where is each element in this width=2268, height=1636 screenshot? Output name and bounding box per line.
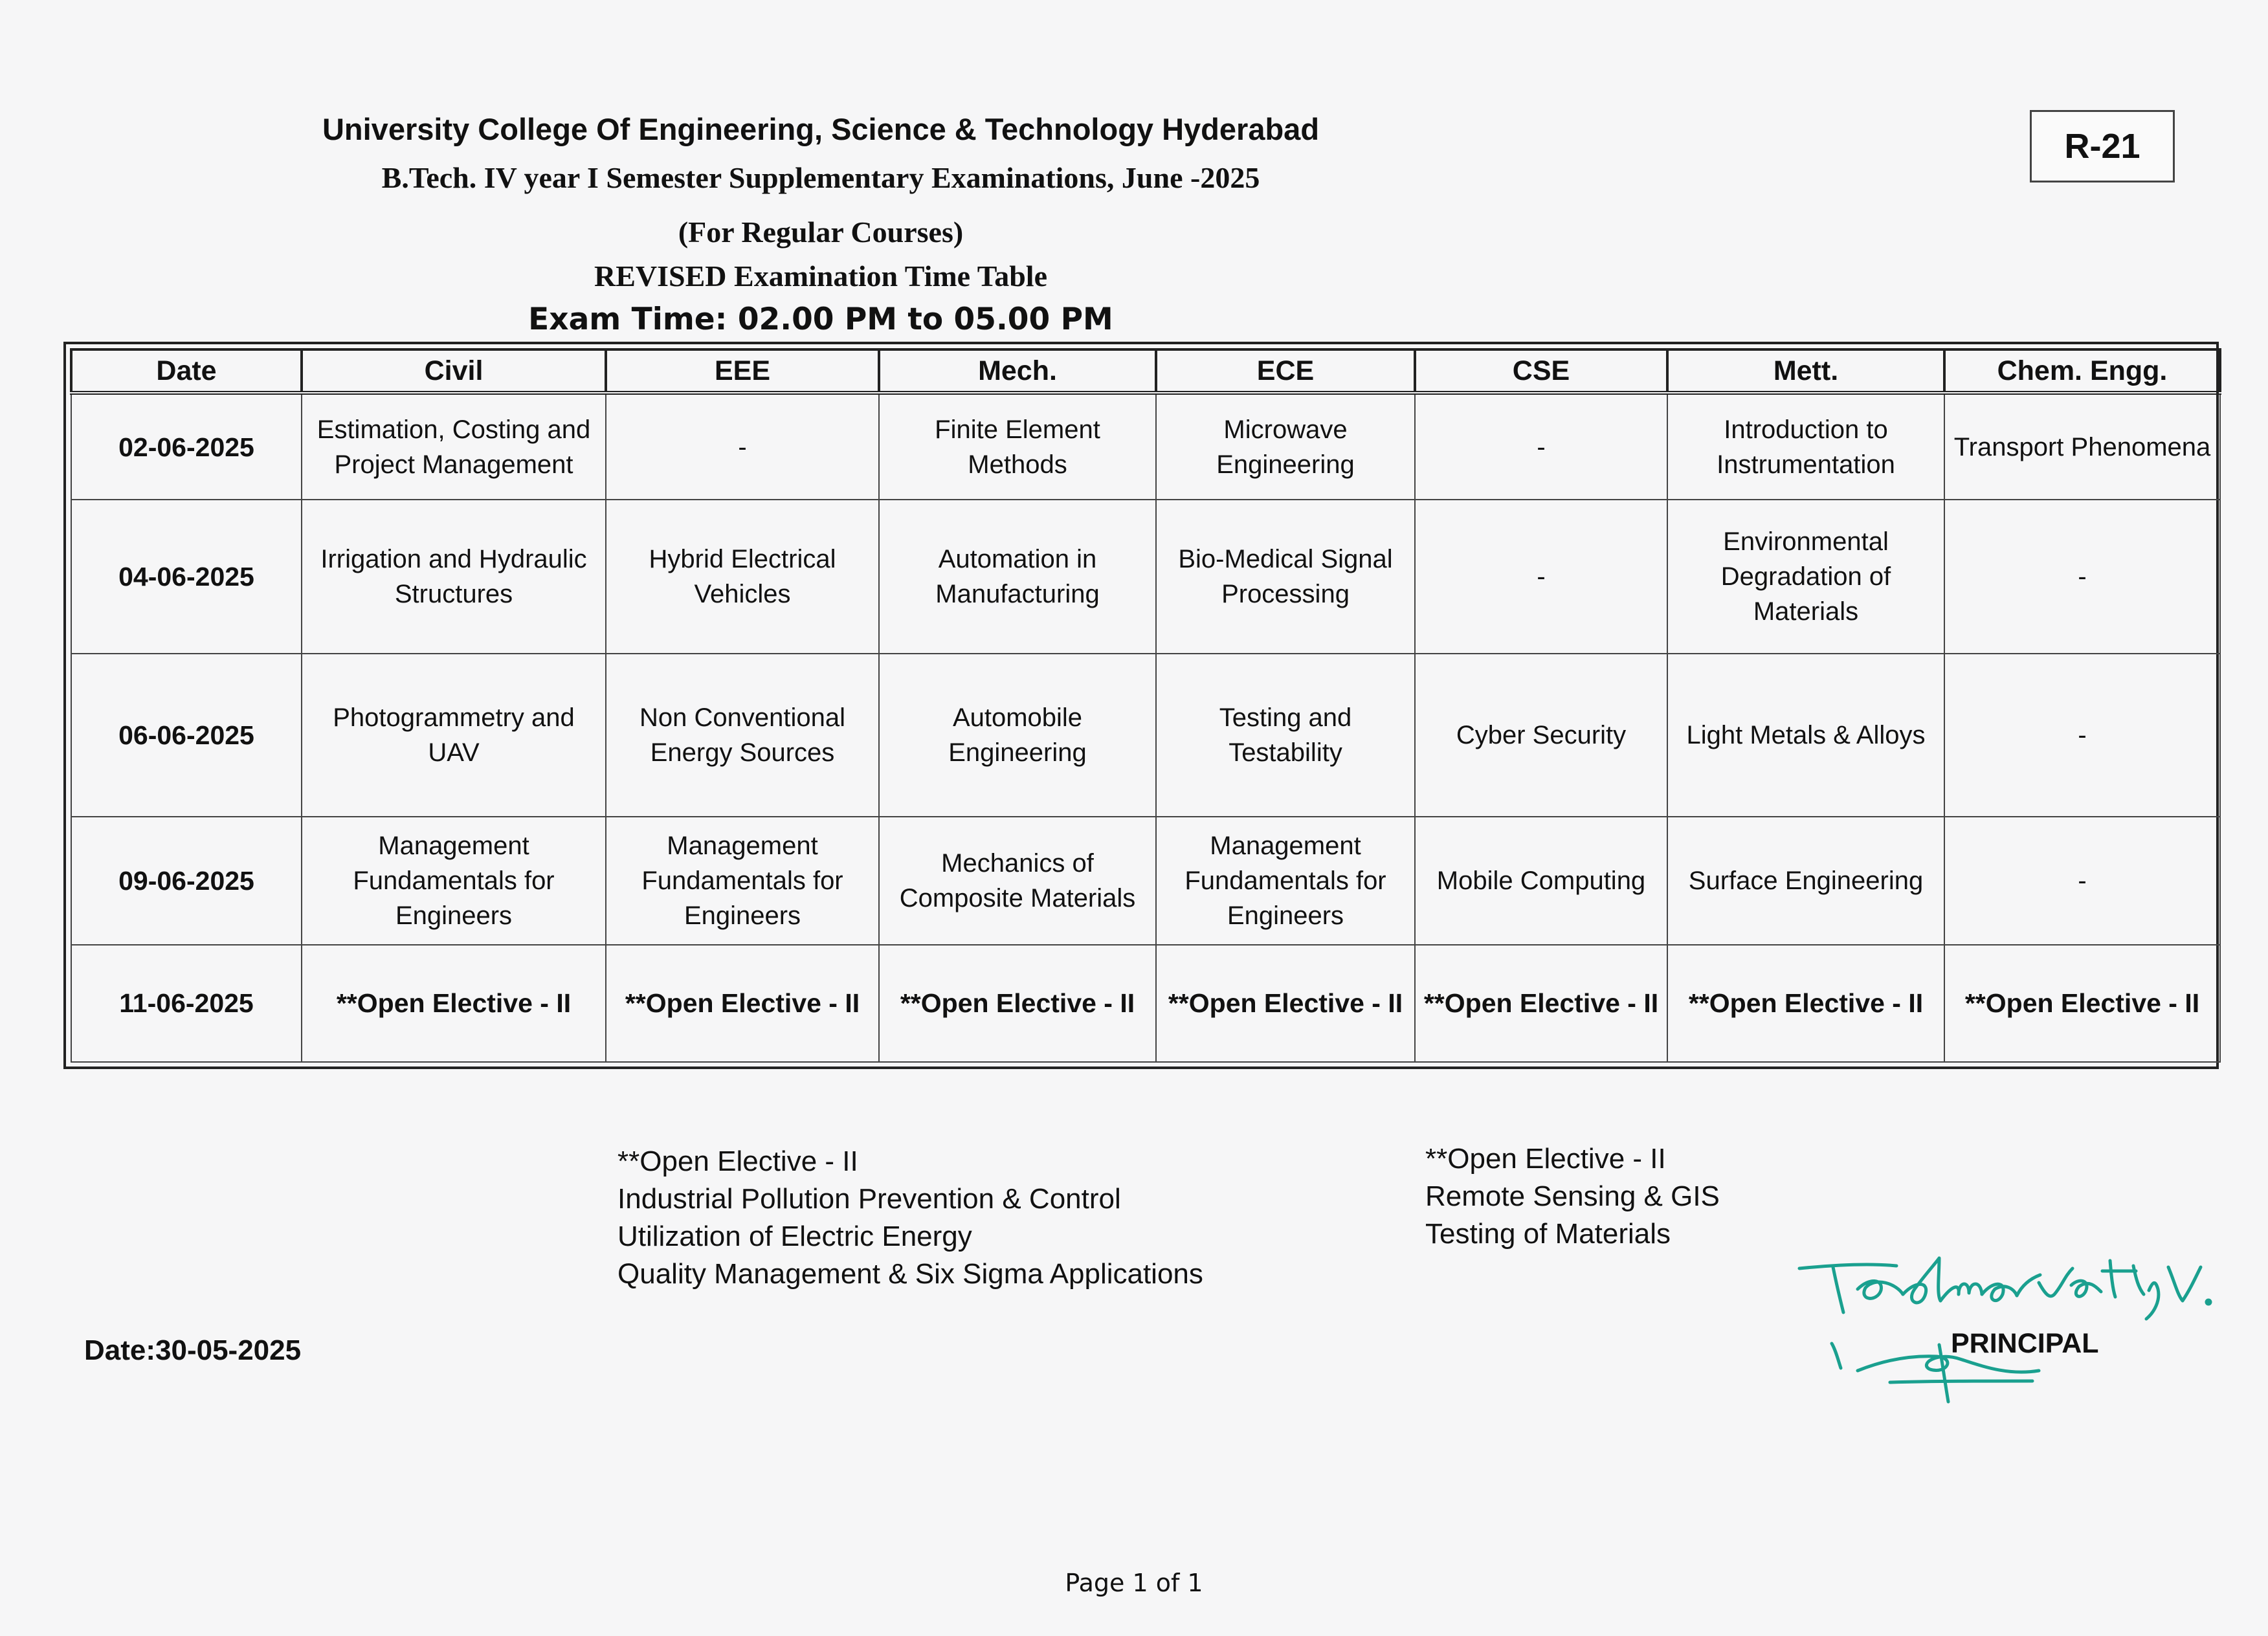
table-cell: Automation in Manufacturing — [879, 500, 1156, 654]
table-cell: - — [1415, 393, 1667, 500]
column-header-mett: Mett. — [1667, 349, 1944, 393]
table-cell: **Open Elective - II — [606, 945, 879, 1062]
table-cell: Surface Engineering — [1667, 817, 1944, 945]
table-cell: Bio-Medical Signal Processing — [1156, 500, 1415, 654]
open-elective-list-left — [617, 1143, 1203, 1293]
table-cell: - — [1944, 500, 2220, 654]
table-cell: Automobile Engineering — [879, 654, 1156, 817]
table-cell: Management Fundamentals for Engineers — [1156, 817, 1415, 945]
table-cell: Transport Phenomena — [1944, 393, 2220, 500]
table-cell: Mobile Computing — [1415, 817, 1667, 945]
header-row — [71, 349, 2220, 393]
table-cell: Photogrammetry and UAV — [302, 654, 606, 817]
date-cell: 09-06-2025 — [71, 817, 302, 945]
timetable — [63, 342, 2219, 1069]
list-item: Utilization of Electric Energy — [617, 1221, 972, 1252]
column-header-ece: ECE — [1156, 349, 1415, 393]
table-row — [71, 393, 2220, 500]
table-row — [71, 500, 2220, 654]
column-header-date: Date — [71, 349, 302, 393]
table-cell: Testing and Testability — [1156, 654, 1415, 817]
table-cell: Cyber Security — [1415, 654, 1667, 817]
list-item: Remote Sensing & GIS — [1425, 1180, 1720, 1212]
timetable-title: REVISED Examination Time Table — [594, 260, 1047, 293]
timetable-table — [70, 348, 2221, 1063]
open-elective-heading: **Open Elective - II — [1425, 1143, 1666, 1175]
open-elective-heading: **Open Elective - II — [617, 1145, 858, 1177]
table-cell: Irrigation and Hydraulic Structures — [302, 500, 606, 654]
course-type: (For Regular Courses) — [678, 216, 964, 249]
table-cell: **Open Elective - II — [302, 945, 606, 1062]
page-number: Page 1 of 1 — [1065, 1569, 1203, 1597]
table-row — [71, 945, 2220, 1062]
table-cell: **Open Elective - II — [1156, 945, 1415, 1062]
table-cell: Hybrid Electrical Vehicles — [606, 500, 879, 654]
table-cell: Management Fundamentals for Engineers — [302, 817, 606, 945]
date-cell: 02-06-2025 — [71, 393, 302, 500]
table-cell: Microwave Engineering — [1156, 393, 1415, 500]
date-cell: 11-06-2025 — [71, 945, 302, 1062]
table-cell: Management Fundamentals for Engineers — [606, 817, 879, 945]
table-cell: **Open Elective - II — [879, 945, 1156, 1062]
exam-time: Exam Time: 02.00 PM to 05.00 PM — [528, 302, 1113, 337]
list-item: Testing of Materials — [1425, 1218, 1671, 1250]
open-elective-list-right — [1425, 1140, 1720, 1253]
date-cell: 04-06-2025 — [71, 500, 302, 654]
table-cell: Light Metals & Alloys — [1667, 654, 1944, 817]
date-cell: 06-06-2025 — [71, 654, 302, 817]
column-header-mech: Mech. — [879, 349, 1156, 393]
table-cell: Mechanics of Composite Materials — [879, 817, 1156, 945]
list-item: Industrial Pollution Prevention & Control — [617, 1183, 1121, 1215]
column-header-eee: EEE — [606, 349, 879, 393]
regulation-badge: R-21 — [2030, 110, 2175, 182]
table-cell: - — [606, 393, 879, 500]
table-cell: Introduction to Instrumentation — [1667, 393, 1944, 500]
table-cell: - — [1944, 817, 2220, 945]
column-header-civil: Civil — [302, 349, 606, 393]
table-row — [71, 654, 2220, 817]
list-item: Quality Management & Six Sigma Applications — [617, 1258, 1203, 1290]
issued-date: Date:30-05-2025 — [84, 1334, 302, 1366]
university-name: University College Of Engineering, Science & Technology Hyderabad — [322, 112, 1320, 146]
table-cell: Environmental Degradation of Materials — [1667, 500, 1944, 654]
column-header-cse: CSE — [1415, 349, 1667, 393]
table-cell: - — [1944, 654, 2220, 817]
table-cell: Estimation, Costing and Project Management — [302, 393, 606, 500]
column-header-chem: Chem. Engg. — [1944, 349, 2220, 393]
table-row — [71, 817, 2220, 945]
table-cell: Finite Element Methods — [879, 393, 1156, 500]
principal-label: PRINCIPAL — [1951, 1328, 2099, 1359]
table-cell: **Open Elective - II — [1944, 945, 2220, 1062]
table-cell: **Open Elective - II — [1667, 945, 1944, 1062]
table-cell: - — [1415, 500, 1667, 654]
table-cell: Non Conventional Energy Sources — [606, 654, 879, 817]
exam-title: B.Tech. IV year I Semester Supplementary Examinations, June -2025 — [381, 161, 1260, 194]
table-cell: **Open Elective - II — [1415, 945, 1667, 1062]
